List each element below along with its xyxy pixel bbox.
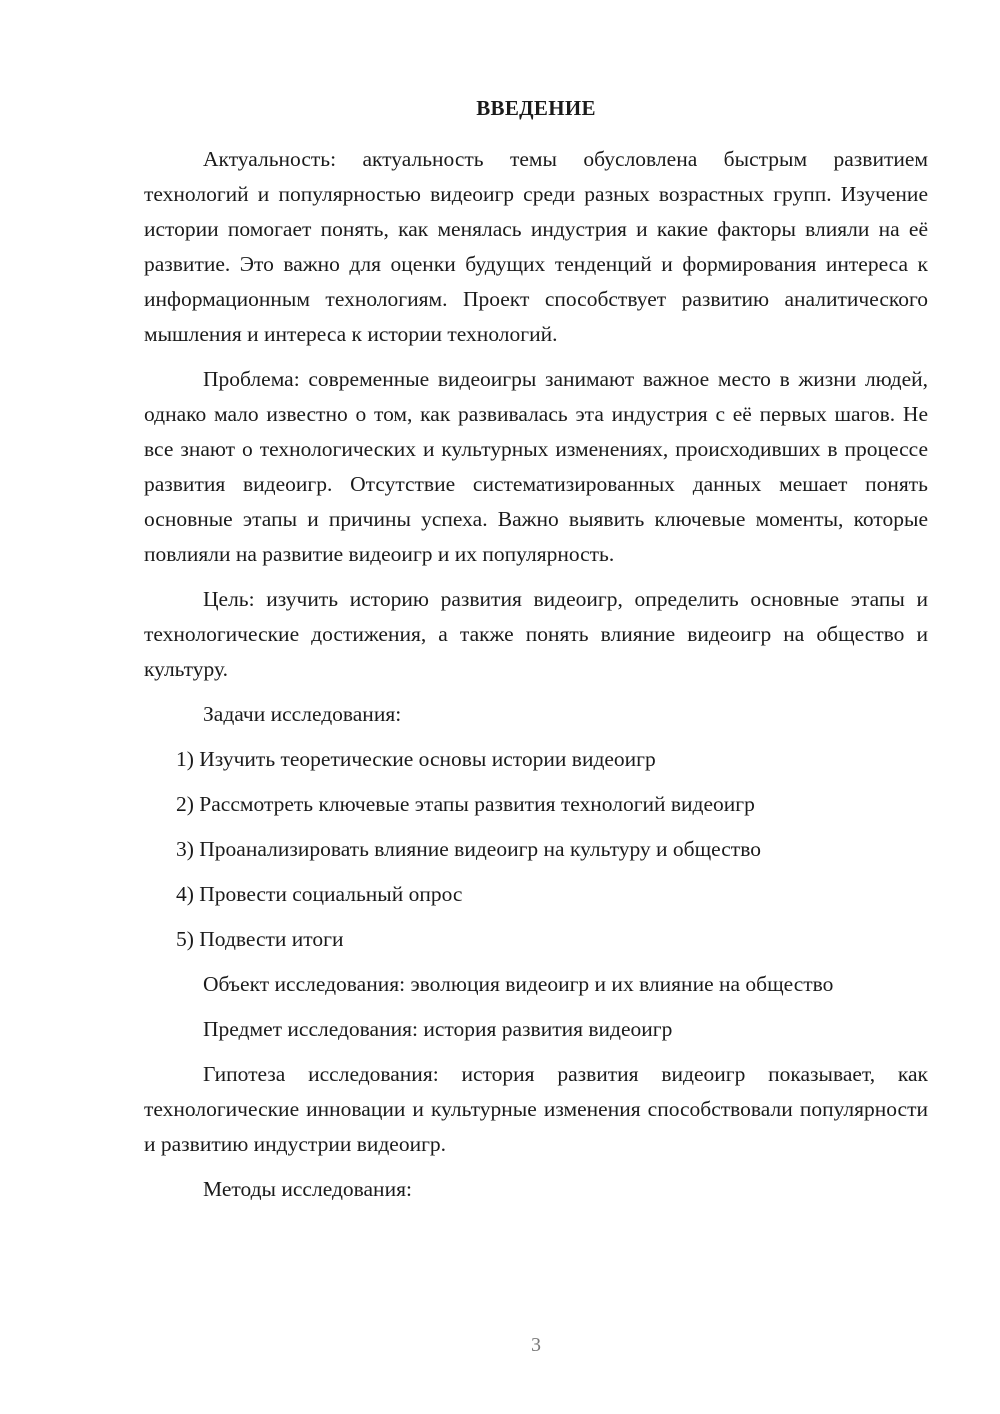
list-item: 4) Провести социальный опрос xyxy=(176,882,463,906)
page-number: 3 xyxy=(531,1334,541,1356)
list-item: 2) Рассмотреть ключевые этапы развития технологий видеоигр xyxy=(176,792,755,816)
paragraph-problem: Проблема: современные видеоигры занимают важное место в жизни людей, однако мало известно о том, как развивалась эта индустрия с её первых шагов. Не все знают о технологических и культурных изменениях, происходивших в процессе развития видеоигр. Отсутствие систематизированных данных мешает понять основные этапы и причины успеха. Важно выявить ключевые моменты, которые повлияли на развитие видеоигр и их популярность. xyxy=(144,367,928,566)
list-item: 3) Проанализировать влияние видеоигр на культуру и общество xyxy=(176,837,761,861)
paragraph-hypothesis: Гипотеза исследования: история развития видеоигр показывает, как технологические инновации и культурные изменения способствовали популярности и развитию индустрии видеоигр. xyxy=(144,1062,928,1156)
list-item: 5) Подвести итоги xyxy=(176,927,344,951)
paragraph-goal: Цель: изучить историю развития видеоигр, определить основные этапы и технологические достижения, а также понять влияние видеоигр на общество и культуру. xyxy=(144,587,928,681)
tasks-title: Задачи исследования: xyxy=(203,702,402,726)
list-item: 1) Изучить теоретические основы истории видеоигр xyxy=(176,747,656,771)
page-title: ВВЕДЕНИЕ xyxy=(476,96,596,120)
task-list xyxy=(144,742,928,957)
paragraph-subject: Предмет исследования: история развития видеоигр xyxy=(203,1017,673,1041)
document-body xyxy=(144,142,928,1217)
paragraph-object: Объект исследования: эволюция видеоигр и их влияние на общество xyxy=(203,972,834,996)
methods-title: Методы исследования: xyxy=(203,1177,412,1201)
paragraph-relevance: Актуальность: актуальность темы обусловлена быстрым развитием технологий и популярностью видеоигр среди разных возрастных групп. Изучение истории помогает понять, как менялась индустрия и какие факторы влияли на её развитие. Это важно для оценки будущих тенденций и формирования интереса к информационным технологиям. Проект способствует развитию аналитического мышления и интереса к истории технологий. xyxy=(144,147,928,346)
